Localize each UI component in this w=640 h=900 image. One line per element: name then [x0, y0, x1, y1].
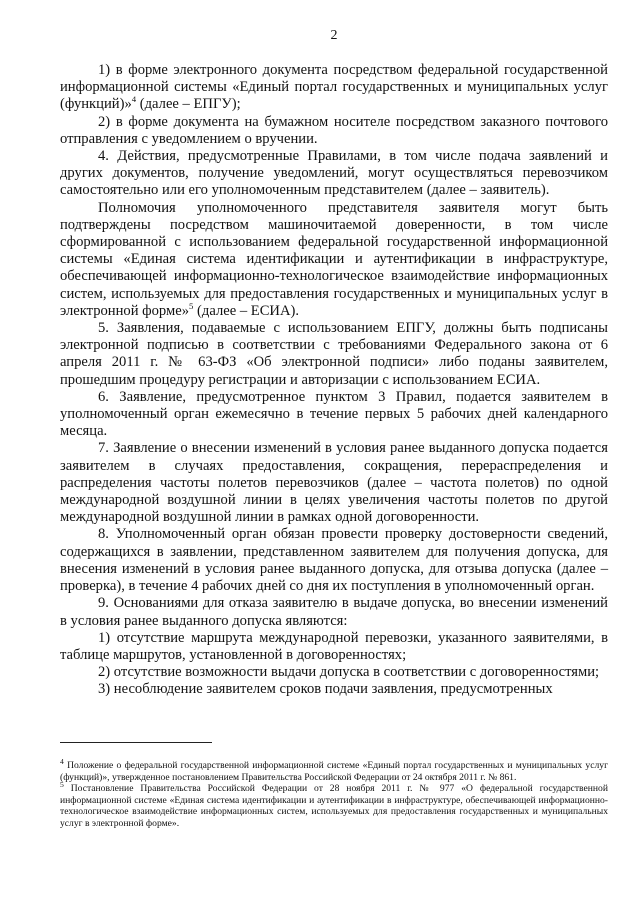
footnote-ref-4: 4: [131, 94, 137, 105]
footnote-5: $^5$ Постановление Правительства Российской Федерации от 28 ноября 2011 г. № 977 «О федеральной государственной информационной системе «Единая система идентификации и аутентификации в инфраструктуре, обеспечивающей информационно-технологическое взаимодействие информационных систем, используемых для предоставления государственных и муниципальных услуг в электронной форме».: [60, 780, 608, 829]
footnotes: [60, 756, 608, 830]
paragraph-8: 8. Уполномоченный орган обязан провести проверку достоверности сведений, содержащихся в заявлении, представленном заявителем для получения допуска, для внесения изменений в условия ранее выданного допуска, для отзыва допуска (далее – проверка), в течение 4 рабочих дней со дня их поступления в уполномоченный орган.: [60, 526, 608, 595]
footnote-ref-5: 5: [189, 300, 194, 311]
paragraph-5: 5. Заявления, подаваемые с использованием ЕПГУ, должны быть подписаны электронной подписью в соответствии с требованиями Федерального закона от 6 апреля 2011 г. № 63-ФЗ «Об электронной подписи» либо поданы заявителем, прошедшим процедуру регистрации и авторизации с использованием ЕСИА.: [60, 320, 608, 388]
footnote-mark-4: 4: [60, 756, 64, 766]
document-body: [60, 62, 608, 699]
footnote-divider: [60, 742, 212, 743]
paragraph-7: 7. Заявление о внесении изменений в условия ранее выданного допуска подается заявителем в случаях предоставления, сокращения, перераспределения и распределения частоты полетов перевозчиков (далее – частота полетов) по одной международной воздушной линии в целях увеличения частоты полетов по другой международной воздушной линии в рамках одной договоренности.: [60, 440, 608, 526]
page-number: 2: [330, 28, 338, 43]
paragraph-1: 1) в форме электронного документа посредством федеральной государственной информационной системы «Единый портал государственных и муниципальных услуг (функций)»$^4$ (далее – ЕПГУ);: [60, 62, 608, 113]
paragraph-12: 3) несоблюдение заявителем сроков подачи заявления, предусмотренных: [98, 681, 553, 698]
paragraph-3: 4. Действия, предусмотренные Правилами, в том числе подача заявлений и других документов, получение уведомлений, могут осуществляться перевозчиком самостоятельно или его уполномоченным представителем (далее – заявитель).: [60, 148, 608, 199]
footnote-mark-5: 5: [60, 780, 64, 789]
paragraph-11: 2) отсутствие возможности выдачи допуска в соответствии с договоренностями;: [98, 664, 600, 681]
paragraph-6: 6. Заявление, предусмотренное пунктом 3 Правил, подается заявителем в уполномоченный орган ежемесячно в течение первых 5 рабочих дней календарного месяца.: [60, 388, 608, 440]
paragraph-2: 2) в форме документа на бумажном носителе посредством заказного почтового отправления с уведомлением о вручении.: [60, 113, 608, 147]
paragraph-4: Полномочия уполномоченного представителя заявителя могут быть подтверждены посредством машиночитаемой доверенности, в том числе сформированной с использованием федеральной государственной информационной системы «Единая система идентификации и аутентификации в инфраструктуре, обеспечивающей информационно-технологическое взаимодействие информационных систем, используемых для предоставления государственных и муниципальных услуг в электронной форме»$^5$ (далее – ЕСИА).: [60, 199, 608, 319]
paragraph-9: 9. Основаниями для отказа заявителю в выдаче допуска, во внесении изменений в условия ранее выданного допуска являются:: [60, 595, 608, 629]
paragraph-10: 1) отсутствие маршрута международной перевозки, указанного заявителями, в таблице маршрутов, установленной в договоренностях;: [60, 629, 608, 663]
footnote-4: $^4$ Положение о федеральной государственной информационной системе «Единый портал государственных и муниципальных услуг (функций)», утвержденное постановлением Правительства Российской Федерации от 24 октября 2011 г. № 861.: [60, 756, 608, 783]
